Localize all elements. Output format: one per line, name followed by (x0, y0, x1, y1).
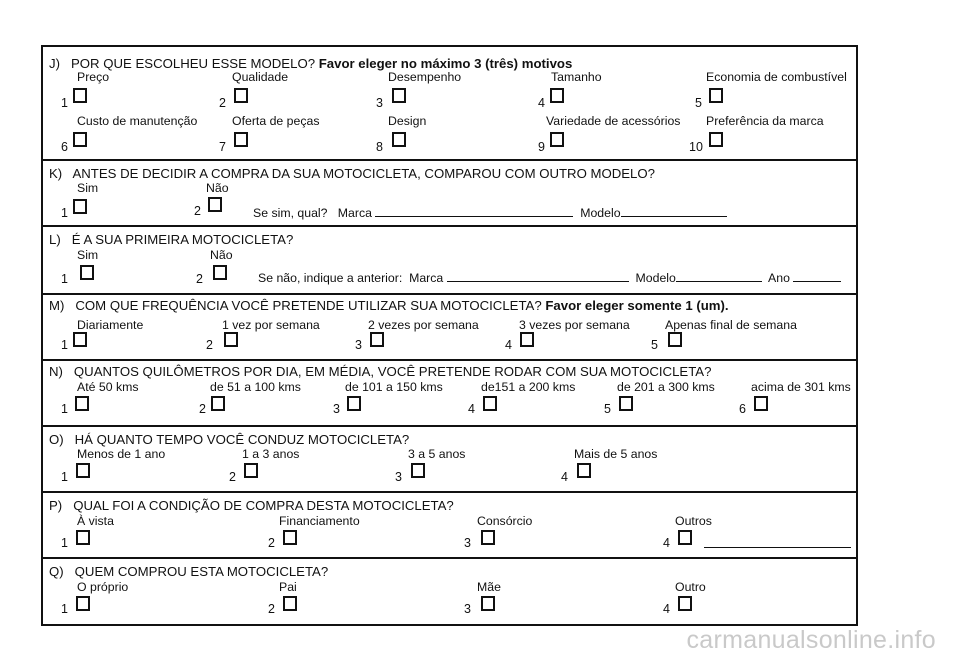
question-p (49, 498, 454, 513)
option-label: Mais de 5 anos (574, 447, 658, 461)
followup-label: Se sim, qual? (253, 206, 328, 220)
checkbox[interactable] (481, 596, 495, 611)
brand-field[interactable] (447, 271, 629, 282)
option-number: 3 (376, 96, 383, 110)
option-number: 6 (739, 402, 746, 416)
section-n (43, 359, 856, 427)
question-text: HÁ QUANTO TEMPO VOCÊ CONDUZ MOTOCICLETA? (74, 432, 410, 447)
checkbox[interactable] (213, 265, 227, 280)
option-number: 4 (505, 338, 512, 352)
checkbox[interactable] (208, 197, 222, 212)
model-field[interactable] (676, 271, 762, 282)
section-p (43, 491, 856, 559)
option-number: 8 (376, 140, 383, 154)
option-label: 3 a 5 anos (408, 447, 466, 461)
checkbox[interactable] (709, 132, 723, 147)
checkbox[interactable] (370, 332, 384, 347)
option-number: 4 (561, 470, 568, 484)
option-number: 3 (333, 402, 340, 416)
option-label: Até 50 kms (77, 380, 139, 394)
option-number: 2 (229, 470, 236, 484)
other-field[interactable] (704, 547, 851, 548)
option-number: 4 (538, 96, 545, 110)
model-field[interactable] (621, 206, 727, 217)
checkbox[interactable] (483, 396, 497, 411)
option-label: 3 vezes por semana (519, 318, 630, 332)
checkbox[interactable] (678, 530, 692, 545)
checkbox[interactable] (283, 530, 297, 545)
option-label: Sim (77, 248, 99, 262)
option-number: 2 (194, 204, 201, 218)
option-number: 1 (61, 338, 68, 352)
question-text: QUAL FOI A CONDIÇÃO DE COMPRA DESTA MOTOCICLETA? (73, 498, 454, 513)
option-label: Sim (77, 181, 99, 195)
section-l (43, 225, 856, 295)
option-label: Pai (279, 580, 297, 594)
brand-label: Marca (409, 271, 444, 285)
option-label: Não (210, 248, 233, 262)
checkbox[interactable] (520, 332, 534, 347)
option-label: Economia de combustível (706, 70, 847, 84)
checkbox[interactable] (76, 530, 90, 545)
checkbox[interactable] (75, 396, 89, 411)
checkbox[interactable] (234, 88, 248, 103)
option-number: 2 (196, 272, 203, 286)
section-q (43, 557, 856, 626)
question-text: POR QUE ESCOLHEU ESSE MODELO? (71, 56, 316, 71)
option-number: 5 (695, 96, 702, 110)
option-number: 4 (468, 402, 475, 416)
option-label: À vista (77, 514, 114, 528)
brand-label: Marca (337, 206, 372, 220)
option-label: de 101 a 150 kms (345, 380, 443, 394)
followup-label: Se não, indique a anterior: (258, 271, 403, 285)
section-o (43, 425, 856, 493)
checkbox[interactable] (76, 596, 90, 611)
option-label: Não (206, 181, 229, 195)
option-number: 5 (604, 402, 611, 416)
checkbox[interactable] (244, 463, 258, 478)
option-number: 1 (61, 96, 68, 110)
option-label: Qualidade (232, 70, 289, 84)
question-letter: K) (49, 166, 63, 181)
option-label: 1 a 3 anos (242, 447, 300, 461)
option-number: 1 (61, 536, 68, 550)
question-text: ANTES DE DECIDIR A COMPRA DA SUA MOTOCICLETA, COMPAROU COM OUTRO MODELO? (72, 166, 655, 181)
watermark: carmanualsonline.info (686, 626, 936, 654)
option-number: 4 (663, 536, 670, 550)
option-label: Desempenho (388, 70, 462, 84)
survey-form (41, 45, 858, 626)
option-label: Outros (675, 514, 712, 528)
option-label: 1 vez por semana (222, 318, 320, 332)
question-n (49, 364, 711, 379)
option-label: Consórcio (477, 514, 533, 528)
option-number: 2 (268, 602, 275, 616)
option-number: 1 (61, 272, 68, 286)
section-k (43, 159, 856, 227)
followup-prompt (258, 271, 841, 285)
checkbox[interactable] (80, 265, 94, 280)
checkbox[interactable] (73, 88, 87, 103)
option-label: Tamanho (551, 70, 602, 84)
followup-prompt (253, 206, 727, 220)
option-label: Apenas final de semana (665, 318, 797, 332)
checkbox[interactable] (392, 88, 406, 103)
question-o (49, 432, 409, 447)
option-label: Preferência da marca (706, 114, 824, 128)
checkbox[interactable] (619, 396, 633, 411)
question-text: COM QUE FREQUÊNCIA VOCÊ PRETENDE UTILIZAR SUA MOTOCICLETA? (75, 298, 542, 313)
checkbox[interactable] (550, 132, 564, 147)
question-instruction: Favor eleger somente 1 (um). (545, 298, 729, 313)
question-q (49, 564, 328, 579)
option-label: Outro (675, 580, 706, 594)
option-label: Preço (77, 70, 110, 84)
option-number: 1 (61, 206, 68, 220)
option-label: Financiamento (279, 514, 360, 528)
question-letter: N) (49, 364, 63, 379)
option-number: 3 (355, 338, 362, 352)
option-label: Menos de 1 ano (77, 447, 166, 461)
question-letter: P) (49, 498, 63, 513)
question-letter: Q) (49, 564, 64, 579)
option-number: 2 (206, 338, 213, 352)
option-number: 10 (689, 140, 703, 154)
option-label: acima de 301 kms (751, 380, 851, 394)
question-letter: L) (49, 232, 61, 247)
checkbox[interactable] (211, 396, 225, 411)
question-letter: O) (49, 432, 64, 447)
question-instruction: Favor eleger no máximo 3 (três) motivos (318, 56, 573, 71)
checkbox[interactable] (73, 332, 87, 347)
checkbox[interactable] (392, 132, 406, 147)
brand-field[interactable] (375, 206, 573, 217)
option-label: de151 a 200 kms (481, 380, 576, 394)
option-number: 2 (268, 536, 275, 550)
checkbox[interactable] (678, 596, 692, 611)
option-label: Mãe (477, 580, 501, 594)
checkbox[interactable] (550, 88, 564, 103)
section-j (43, 47, 856, 161)
option-number: 7 (219, 140, 226, 154)
question-text: É A SUA PRIMEIRA MOTOCICLETA? (71, 232, 294, 247)
model-label: Modelo (635, 271, 676, 285)
checkbox[interactable] (577, 463, 591, 478)
option-label: Diariamente (77, 318, 144, 332)
question-text: QUANTOS QUILÔMETROS POR DIA, EM MÉDIA, VOCÊ PRETENDE RODAR COM SUA MOTOCICLETA? (73, 364, 712, 379)
question-k (49, 166, 655, 181)
option-number: 2 (199, 402, 206, 416)
option-number: 4 (663, 602, 670, 616)
checkbox[interactable] (481, 530, 495, 545)
question-text: QUEM COMPROU ESTA MOTOCICLETA? (74, 564, 329, 579)
checkbox[interactable] (347, 396, 361, 411)
checkbox[interactable] (709, 88, 723, 103)
option-label: de 51 a 100 kms (210, 380, 301, 394)
question-l (49, 232, 293, 247)
question-m (49, 298, 729, 313)
checkbox[interactable] (668, 332, 682, 347)
option-label: de 201 a 300 kms (617, 380, 715, 394)
option-number: 1 (61, 402, 68, 416)
question-letter: J) (49, 56, 60, 71)
checkbox[interactable] (73, 199, 87, 214)
year-label: Ano (768, 271, 790, 285)
question-j (49, 56, 572, 71)
option-number: 3 (395, 470, 402, 484)
checkbox[interactable] (73, 132, 87, 147)
checkbox[interactable] (283, 596, 297, 611)
option-number: 9 (538, 140, 545, 154)
model-label: Modelo (580, 206, 621, 220)
option-number: 1 (61, 470, 68, 484)
question-letter: M) (49, 298, 65, 313)
checkbox[interactable] (224, 332, 238, 347)
checkbox[interactable] (76, 463, 90, 478)
option-label: O próprio (77, 580, 129, 594)
option-number: 3 (464, 602, 471, 616)
option-label: Oferta de peças (232, 114, 320, 128)
option-number: 3 (464, 536, 471, 550)
option-label: 2 vezes por semana (368, 318, 479, 332)
option-number: 1 (61, 602, 68, 616)
option-label: Variedade de acessórios (546, 114, 681, 128)
checkbox[interactable] (234, 132, 248, 147)
option-number: 2 (219, 96, 226, 110)
section-m (43, 293, 856, 361)
year-field[interactable] (793, 271, 841, 282)
option-number: 6 (61, 140, 68, 154)
checkbox[interactable] (754, 396, 768, 411)
option-label: Custo de manutenção (77, 114, 198, 128)
checkbox[interactable] (411, 463, 425, 478)
option-label: Design (388, 114, 427, 128)
option-number: 5 (651, 338, 658, 352)
